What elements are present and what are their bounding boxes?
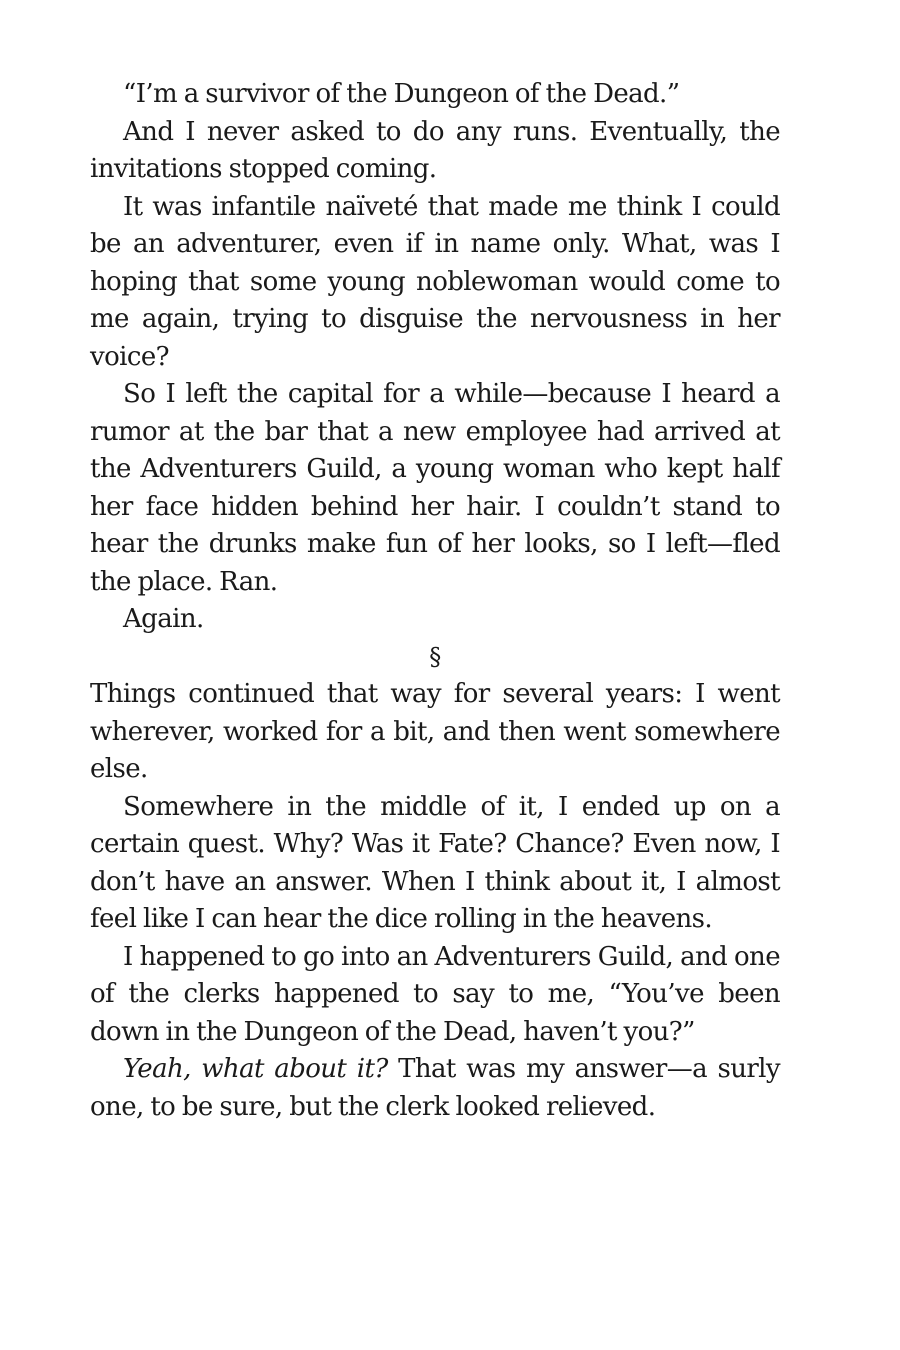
book-page bbox=[90, 76, 780, 1126]
paragraph: “I’m a survivor of the Dungeon of the Dead.” bbox=[123, 79, 680, 109]
section-break: § bbox=[429, 642, 441, 671]
paragraph: Again. bbox=[123, 604, 204, 634]
paragraph: And I never asked to do any runs. Eventually, the invitations stopped coming. bbox=[90, 116, 780, 184]
paragraph: Things continued that way for several years: I went wherever, worked for a bit, and then went somewhere else. bbox=[90, 679, 780, 784]
paragraph: I happened to go into an Adventurers Guild, and one of the clerks happened to say to me, “You’ve been down in the Dungeon of the Dead, haven’t you?” bbox=[90, 941, 780, 1047]
paragraph: It was infantile naïveté that made me think I could be an adventurer, even if in name only. What, was I hoping that some young noblewoman would come to me again, trying to disguise the nervousness in her voice? bbox=[90, 191, 780, 372]
italic-phrase: Yeah, what about it? bbox=[123, 1054, 388, 1084]
paragraph bbox=[90, 1051, 780, 1126]
paragraph: So I left the capital for a while—because I heard a rumor at the bar that a new employee had arrived at the Adventurers Guild, a young woman who kept half her face hidden behind her hair. I couldn’t stand to hear the drunks make fun of her looks, so I left—fled the place. Ran. bbox=[90, 379, 780, 597]
paragraph-text: That was my answer—a surly one, to be sure, but the clerk looked relieved. bbox=[90, 1054, 780, 1122]
paragraph: Somewhere in the middle of it, I ended up on a certain quest. Why? Was it Fate? Chance? Even now, I don’t have an answer. When I think about it, I almost feel like I can hear the dice rolling in the heavens. bbox=[90, 791, 780, 934]
